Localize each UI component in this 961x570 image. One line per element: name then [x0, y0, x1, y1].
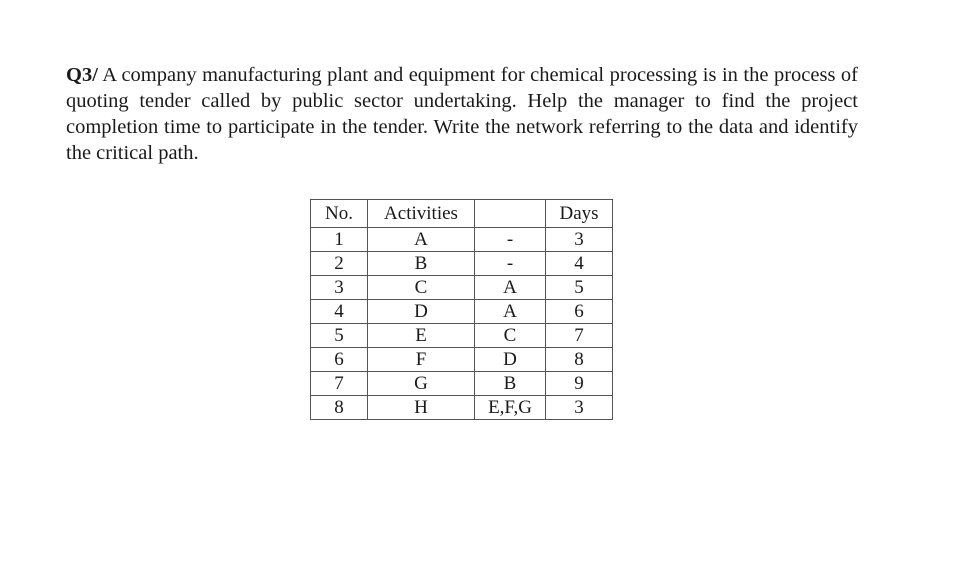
table-row	[311, 276, 613, 300]
cell-predecessor: -	[475, 252, 546, 276]
header-activities: Activities	[368, 200, 475, 228]
table-row	[311, 300, 613, 324]
cell-activity: C	[368, 276, 475, 300]
table-row	[311, 372, 613, 396]
cell-activity: E	[368, 324, 475, 348]
cell-activity: B	[368, 252, 475, 276]
cell-days: 7	[546, 324, 613, 348]
cell-no: 5	[311, 324, 368, 348]
question-text	[66, 62, 858, 166]
cell-no: 6	[311, 348, 368, 372]
cell-no: 1	[311, 228, 368, 252]
cell-no: 2	[311, 252, 368, 276]
cell-predecessor: -	[475, 228, 546, 252]
table-row	[311, 252, 613, 276]
header-predecessor	[475, 200, 546, 228]
table-row	[311, 228, 613, 252]
activities-table	[310, 199, 613, 420]
cell-predecessor: A	[475, 300, 546, 324]
question-label: Q3/	[66, 64, 98, 86]
cell-no: 4	[311, 300, 368, 324]
cell-no: 8	[311, 396, 368, 420]
table-row	[311, 324, 613, 348]
cell-days: 3	[546, 396, 613, 420]
cell-days: 9	[546, 372, 613, 396]
header-no: No.	[311, 200, 368, 228]
cell-predecessor: E,F,G	[475, 396, 546, 420]
table-row	[311, 348, 613, 372]
cell-days: 8	[546, 348, 613, 372]
cell-no: 3	[311, 276, 368, 300]
cell-days: 4	[546, 252, 613, 276]
table-row	[311, 396, 613, 420]
cell-predecessor: C	[475, 324, 546, 348]
cell-activity: D	[368, 300, 475, 324]
cell-activity: G	[368, 372, 475, 396]
cell-activity: F	[368, 348, 475, 372]
cell-days: 5	[546, 276, 613, 300]
cell-activity: H	[368, 396, 475, 420]
cell-predecessor: A	[475, 276, 546, 300]
cell-days: 3	[546, 228, 613, 252]
question-body: A company manufacturing plant and equipment for chemical processing is in the process of quoting tender called by public sector undertaking. Help the manager to find the project completion time to participate in the tender. Write the network referring to the data and identify the critical path.	[66, 64, 858, 164]
table-header-row	[311, 200, 613, 228]
cell-no: 7	[311, 372, 368, 396]
cell-predecessor: D	[475, 348, 546, 372]
cell-predecessor: B	[475, 372, 546, 396]
header-days: Days	[546, 200, 613, 228]
cell-activity: A	[368, 228, 475, 252]
cell-days: 6	[546, 300, 613, 324]
